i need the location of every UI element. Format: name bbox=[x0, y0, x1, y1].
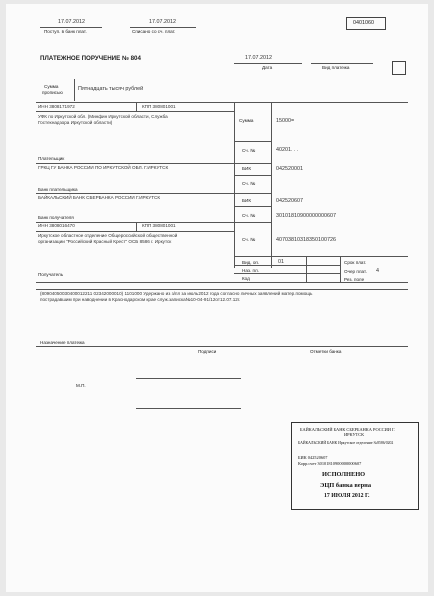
order-date: 17.07.2012 bbox=[245, 55, 272, 61]
naz-pl-label: Наз. пл. bbox=[242, 268, 259, 273]
payer-kpp: КПП 380801001 bbox=[142, 104, 176, 109]
order-date-line bbox=[234, 63, 302, 64]
line-after-purpose bbox=[36, 346, 408, 347]
payee-bank-bik-label: БИК bbox=[242, 198, 251, 203]
payee-name-1: Иркутское областное отделение Общероссийской общественной bbox=[38, 233, 178, 238]
payer-bank-account-label: Сч. № bbox=[242, 181, 256, 186]
payer-account-label: Сч. № bbox=[242, 148, 256, 153]
payee-inn: ИНН 3808016470 bbox=[38, 223, 75, 228]
bank-stamp bbox=[291, 422, 419, 510]
mp-label: М.П. bbox=[76, 383, 86, 388]
payment-order-page bbox=[6, 4, 428, 592]
payee-bank-account-value: 30101810900000000607 bbox=[276, 213, 336, 219]
line-after-amount bbox=[36, 102, 408, 103]
payment-type-box bbox=[392, 61, 406, 75]
stamp-line-3: БАЙКАЛЬСКИЙ БАНК Иркутское отделение №8586/0202 bbox=[298, 441, 394, 445]
bank-marks-label: Отметки банка bbox=[310, 349, 342, 354]
ocher-plat-value: 4 bbox=[376, 268, 379, 274]
line-purpose-row bbox=[36, 289, 408, 290]
date-received-line bbox=[40, 27, 102, 28]
payer-sum-value: 15000= bbox=[276, 118, 295, 124]
stamp-line-1: БАЙКАЛЬСКИЙ БАНК СБЕРБАНКА РОССИИ Г. bbox=[300, 427, 396, 432]
stamp-ecp: ЭЦП банка верна bbox=[320, 482, 372, 489]
payer-sum-label: Сумма bbox=[239, 118, 254, 123]
kod-label: Код bbox=[242, 276, 250, 281]
line-after-payer-bank bbox=[36, 193, 271, 194]
line-bik-bottom bbox=[234, 175, 271, 176]
date-debited-line bbox=[130, 27, 196, 28]
payee-bank-name: БАЙКАЛЬСКИЙ БАНК СБЕРБАНКА РОССИИ Г.ИРКУТСК bbox=[38, 195, 161, 200]
order-date-label: Дата bbox=[262, 65, 273, 70]
payer-inn-divider bbox=[136, 102, 137, 111]
details-divider-1 bbox=[306, 256, 307, 282]
stamp-corr-account: Корр.счет 30101810900000000607 bbox=[298, 461, 362, 466]
purpose-line-1: (80904050030400012211 02342000010) 1101000 Удержано из з/пл за июль2012 года согласно личных заявлений матер.помощь bbox=[40, 291, 313, 296]
date-received: 17.07.2012 bbox=[58, 19, 85, 25]
amount-words-label: Сумма bbox=[44, 84, 59, 89]
ocher-plat-label: Очер плат. bbox=[344, 269, 367, 274]
purpose-line-2: пострадавшим при наводнении в Краснодарском крае служ.записка№10-04-91/12от12.07.12г. bbox=[40, 297, 241, 302]
payer-bank-bik-label: БИК bbox=[242, 166, 251, 171]
payee-account-value: 40703810318350100726 bbox=[276, 237, 336, 243]
payee-inn-divider bbox=[136, 222, 137, 231]
signature-line-1 bbox=[136, 378, 241, 379]
vid-op-label: Вид. оп. bbox=[242, 260, 260, 265]
payment-type-label: Вид платежа bbox=[322, 65, 350, 70]
payer-bank-label: Банк плательщика bbox=[38, 187, 78, 192]
stamp-executed: ИСПОЛНЕНО bbox=[322, 471, 366, 478]
rez-pole-label: Рез. поле bbox=[344, 277, 365, 282]
line-sum-bottom bbox=[234, 141, 271, 142]
line-before-purpose bbox=[36, 282, 408, 283]
order-title: ПЛАТЕЖНОЕ ПОРУЧЕНИЕ № 804 bbox=[40, 55, 141, 62]
payee-bank-label: Банк получателя bbox=[38, 215, 74, 220]
date-received-label: Поступ. в банк плат. bbox=[44, 29, 87, 34]
stamp-date: 17 ИЮЛЯ 2012 Г. bbox=[324, 493, 370, 499]
vid-op-value: 01 bbox=[278, 259, 284, 265]
line-under-payee-inn bbox=[36, 231, 234, 232]
line-details-top bbox=[234, 256, 408, 257]
payee-kpp: КПП 380801001 bbox=[142, 223, 176, 228]
line-payee-bik-bottom bbox=[234, 206, 271, 207]
signature-line-2 bbox=[136, 408, 241, 409]
column-divider-right bbox=[271, 102, 272, 268]
payer-bank-name: ГРКЦ ГУ БАНКА РОССИИ ПО ИРКУТСКОЙ ОБЛ. Г.ИРКУТСК bbox=[38, 165, 169, 170]
line-after-payer bbox=[36, 163, 271, 164]
payer-inn: ИНН 3808171972 bbox=[38, 104, 75, 109]
date-debited: 17.07.2012 bbox=[149, 19, 176, 25]
signatures-label: Подписи bbox=[198, 349, 217, 354]
amount-words-label-2: прописью bbox=[42, 90, 63, 95]
payer-label: Плательщик bbox=[38, 156, 65, 161]
payer-account-value: 40201. . . bbox=[276, 147, 299, 153]
srok-plat-label: Срок плат. bbox=[344, 260, 367, 265]
payer-name-1: УФК по Иркутской обл. (Минфин Иркутской области, Служба bbox=[38, 114, 168, 119]
payer-name-2: Гостехнадзора Иркутской области) bbox=[38, 120, 113, 125]
payer-bank-bik-value: 042520001 bbox=[276, 166, 303, 172]
stamp-line-2: ИРКУТСК bbox=[344, 432, 365, 437]
payee-label: Получатель bbox=[38, 272, 64, 277]
payee-name-2: организации "Российский Красный Крест" ОСБ 8586 г. Иркутск bbox=[38, 239, 172, 244]
payee-bank-bik-value: 042520607 bbox=[276, 198, 303, 204]
date-debited-label: Списано со сч. плат. bbox=[132, 29, 176, 34]
line-details-row-1 bbox=[234, 265, 340, 266]
payment-type-line bbox=[311, 63, 373, 64]
amount-words-divider bbox=[74, 79, 75, 101]
stamp-bik: БИК 042520607 bbox=[298, 455, 328, 460]
column-divider-left bbox=[234, 102, 235, 268]
purpose-label: Назначение платежа bbox=[40, 340, 85, 345]
details-divider-2 bbox=[340, 256, 341, 282]
line-details-row-2 bbox=[234, 273, 340, 274]
payee-bank-account-label: Сч. № bbox=[242, 213, 256, 218]
payee-account-label: Сч. № bbox=[242, 237, 256, 242]
amount-words-value: Пятнадцать тысяч рублей bbox=[78, 86, 144, 92]
line-under-payer-inn bbox=[36, 111, 234, 112]
form-code: 0401060 bbox=[353, 20, 374, 26]
